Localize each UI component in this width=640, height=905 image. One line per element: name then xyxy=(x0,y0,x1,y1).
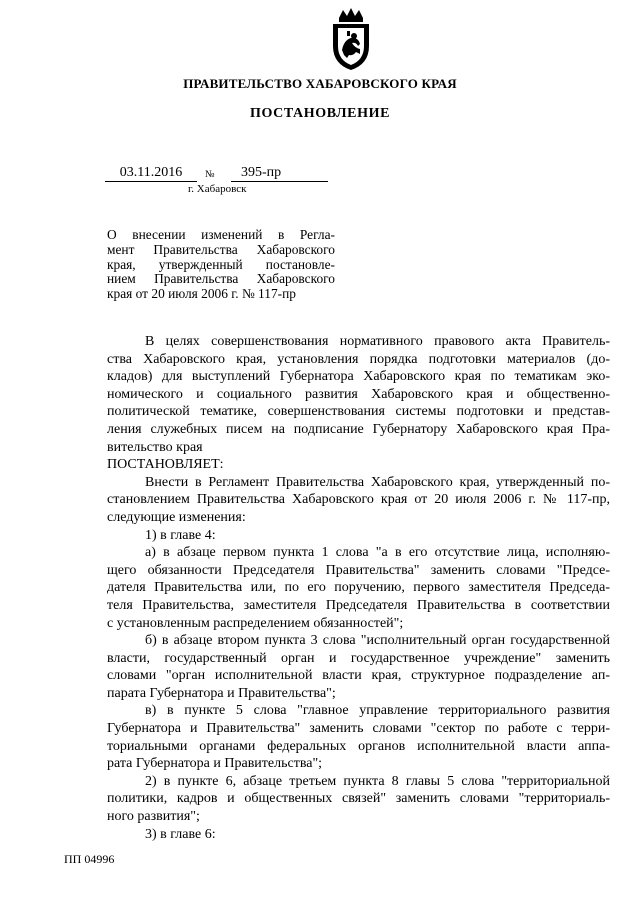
paragraph-line: словами "орган исполнительной власти края, структурное подразделение ап- xyxy=(107,668,610,684)
paragraph-line: парата Губернатора и Правительства"; xyxy=(107,685,336,701)
body-paragraph xyxy=(107,826,610,844)
subject-line: мент Правительства Хабаровского xyxy=(107,242,335,257)
subject-line: нием Правительства Хабаровского xyxy=(107,272,335,287)
body-paragraph xyxy=(107,333,610,456)
document-city: г. Хабаровск xyxy=(188,183,247,195)
paragraph-line: становлением Правительства Хабаровского края от 20 июля 2006 г. № 117-пр, xyxy=(107,492,610,508)
paragraph-line: Губернатора и Правительства" заменить словами "сектор по работе с терри- xyxy=(107,721,610,737)
body-paragraph xyxy=(107,527,610,545)
body-paragraph xyxy=(107,773,610,826)
subject-line: края, утвержденный постановле- xyxy=(107,257,335,272)
paragraph-line: власти, государственный орган и государственное учреждение" заменить xyxy=(107,650,610,666)
paragraph-line: ления служебных писем на подписание Губернатору Хабаровского края Пра- xyxy=(107,421,610,437)
paragraph-line: политической тематике, совершенствования системы подготовки и представ- xyxy=(107,404,610,420)
paragraph-line: с установленным распределением обязанностей"; xyxy=(107,615,404,631)
government-name: ПРАВИТЕЛЬСТВО ХАБАРОВСКОГО КРАЯ xyxy=(183,76,457,91)
body-paragraph xyxy=(107,456,610,474)
subject-line: края от 20 июля 2006 г. № 117-пр xyxy=(107,287,296,302)
number-sign: № xyxy=(205,169,215,180)
paragraph-line: кладов) для выступлений Губернатора Хабаровского края по тематикам эко- xyxy=(107,369,610,385)
paragraph-line: 2) в пункте 6, абзаце третьем пункта 8 главы 5 слова "территориальной xyxy=(145,773,610,789)
paragraph-line: б) в абзаце втором пункта 3 слова "исполнительный орган государственной xyxy=(145,633,610,649)
paragraph-line: ПОСТАНОВЛЯЕТ: xyxy=(107,457,224,473)
paragraph-line: ториальными органами федеральных органов исполнительной власти аппа- xyxy=(107,738,610,754)
paragraph-line: следующие изменения: xyxy=(107,509,246,525)
paragraph-line: а) в абзаце первом пункта 1 слова "а в его отсутствие лица, исполняю- xyxy=(145,545,610,561)
paragraph-line: ного развития"; xyxy=(107,809,200,825)
paragraph-line: ства Хабаровского края, установления порядка подготовки материалов (до- xyxy=(107,351,610,367)
document-subject xyxy=(107,228,335,302)
document-code: ПП 04996 xyxy=(64,852,115,866)
paragraph-line: 1) в главе 4: xyxy=(145,527,216,543)
document-number: 395-пр xyxy=(231,164,328,182)
paragraph-line: дателя Правительства или, по его поручению, первого заместителя Председа- xyxy=(107,580,610,596)
khabarovsk-coat-of-arms-icon xyxy=(327,6,375,72)
subject-line: О внесении изменений в Регла- xyxy=(107,228,335,242)
paragraph-line: 3) в главе 6: xyxy=(145,826,216,842)
paragraph-line: рата Губернатора и Правительства"; xyxy=(107,756,323,772)
paragraph-line: вительство края xyxy=(107,439,203,455)
paragraph-line: В целях совершенствования нормативного правового акта Правитель- xyxy=(145,334,610,349)
body-paragraph xyxy=(107,544,610,632)
coat-of-arms-emblem xyxy=(327,6,375,72)
paragraph-line: в) в пункте 5 слова "главное управление территориального развития xyxy=(145,703,610,719)
paragraph-line: номического и социального развития Хабаровского края и общественно- xyxy=(107,386,610,402)
document-type: ПОСТАНОВЛЕНИЕ xyxy=(249,106,391,121)
paragraph-line: теля Правительства, заместителя Председателя Правительства в соответствии xyxy=(107,597,610,613)
document-date: 03.11.2016 xyxy=(105,164,197,182)
paragraph-line: щего обязанности Председателя Правительства" заменить словами "Предсе- xyxy=(107,562,610,578)
paragraph-line: Внести в Регламент Правительства Хабаровского края, утвержденный по- xyxy=(145,474,610,490)
body-paragraph xyxy=(107,474,610,527)
paragraph-line: политики, кадров и общественных связей" заменить словами "территориаль- xyxy=(107,791,610,807)
document-body xyxy=(107,333,610,843)
body-paragraph xyxy=(107,702,610,772)
body-paragraph xyxy=(107,632,610,702)
